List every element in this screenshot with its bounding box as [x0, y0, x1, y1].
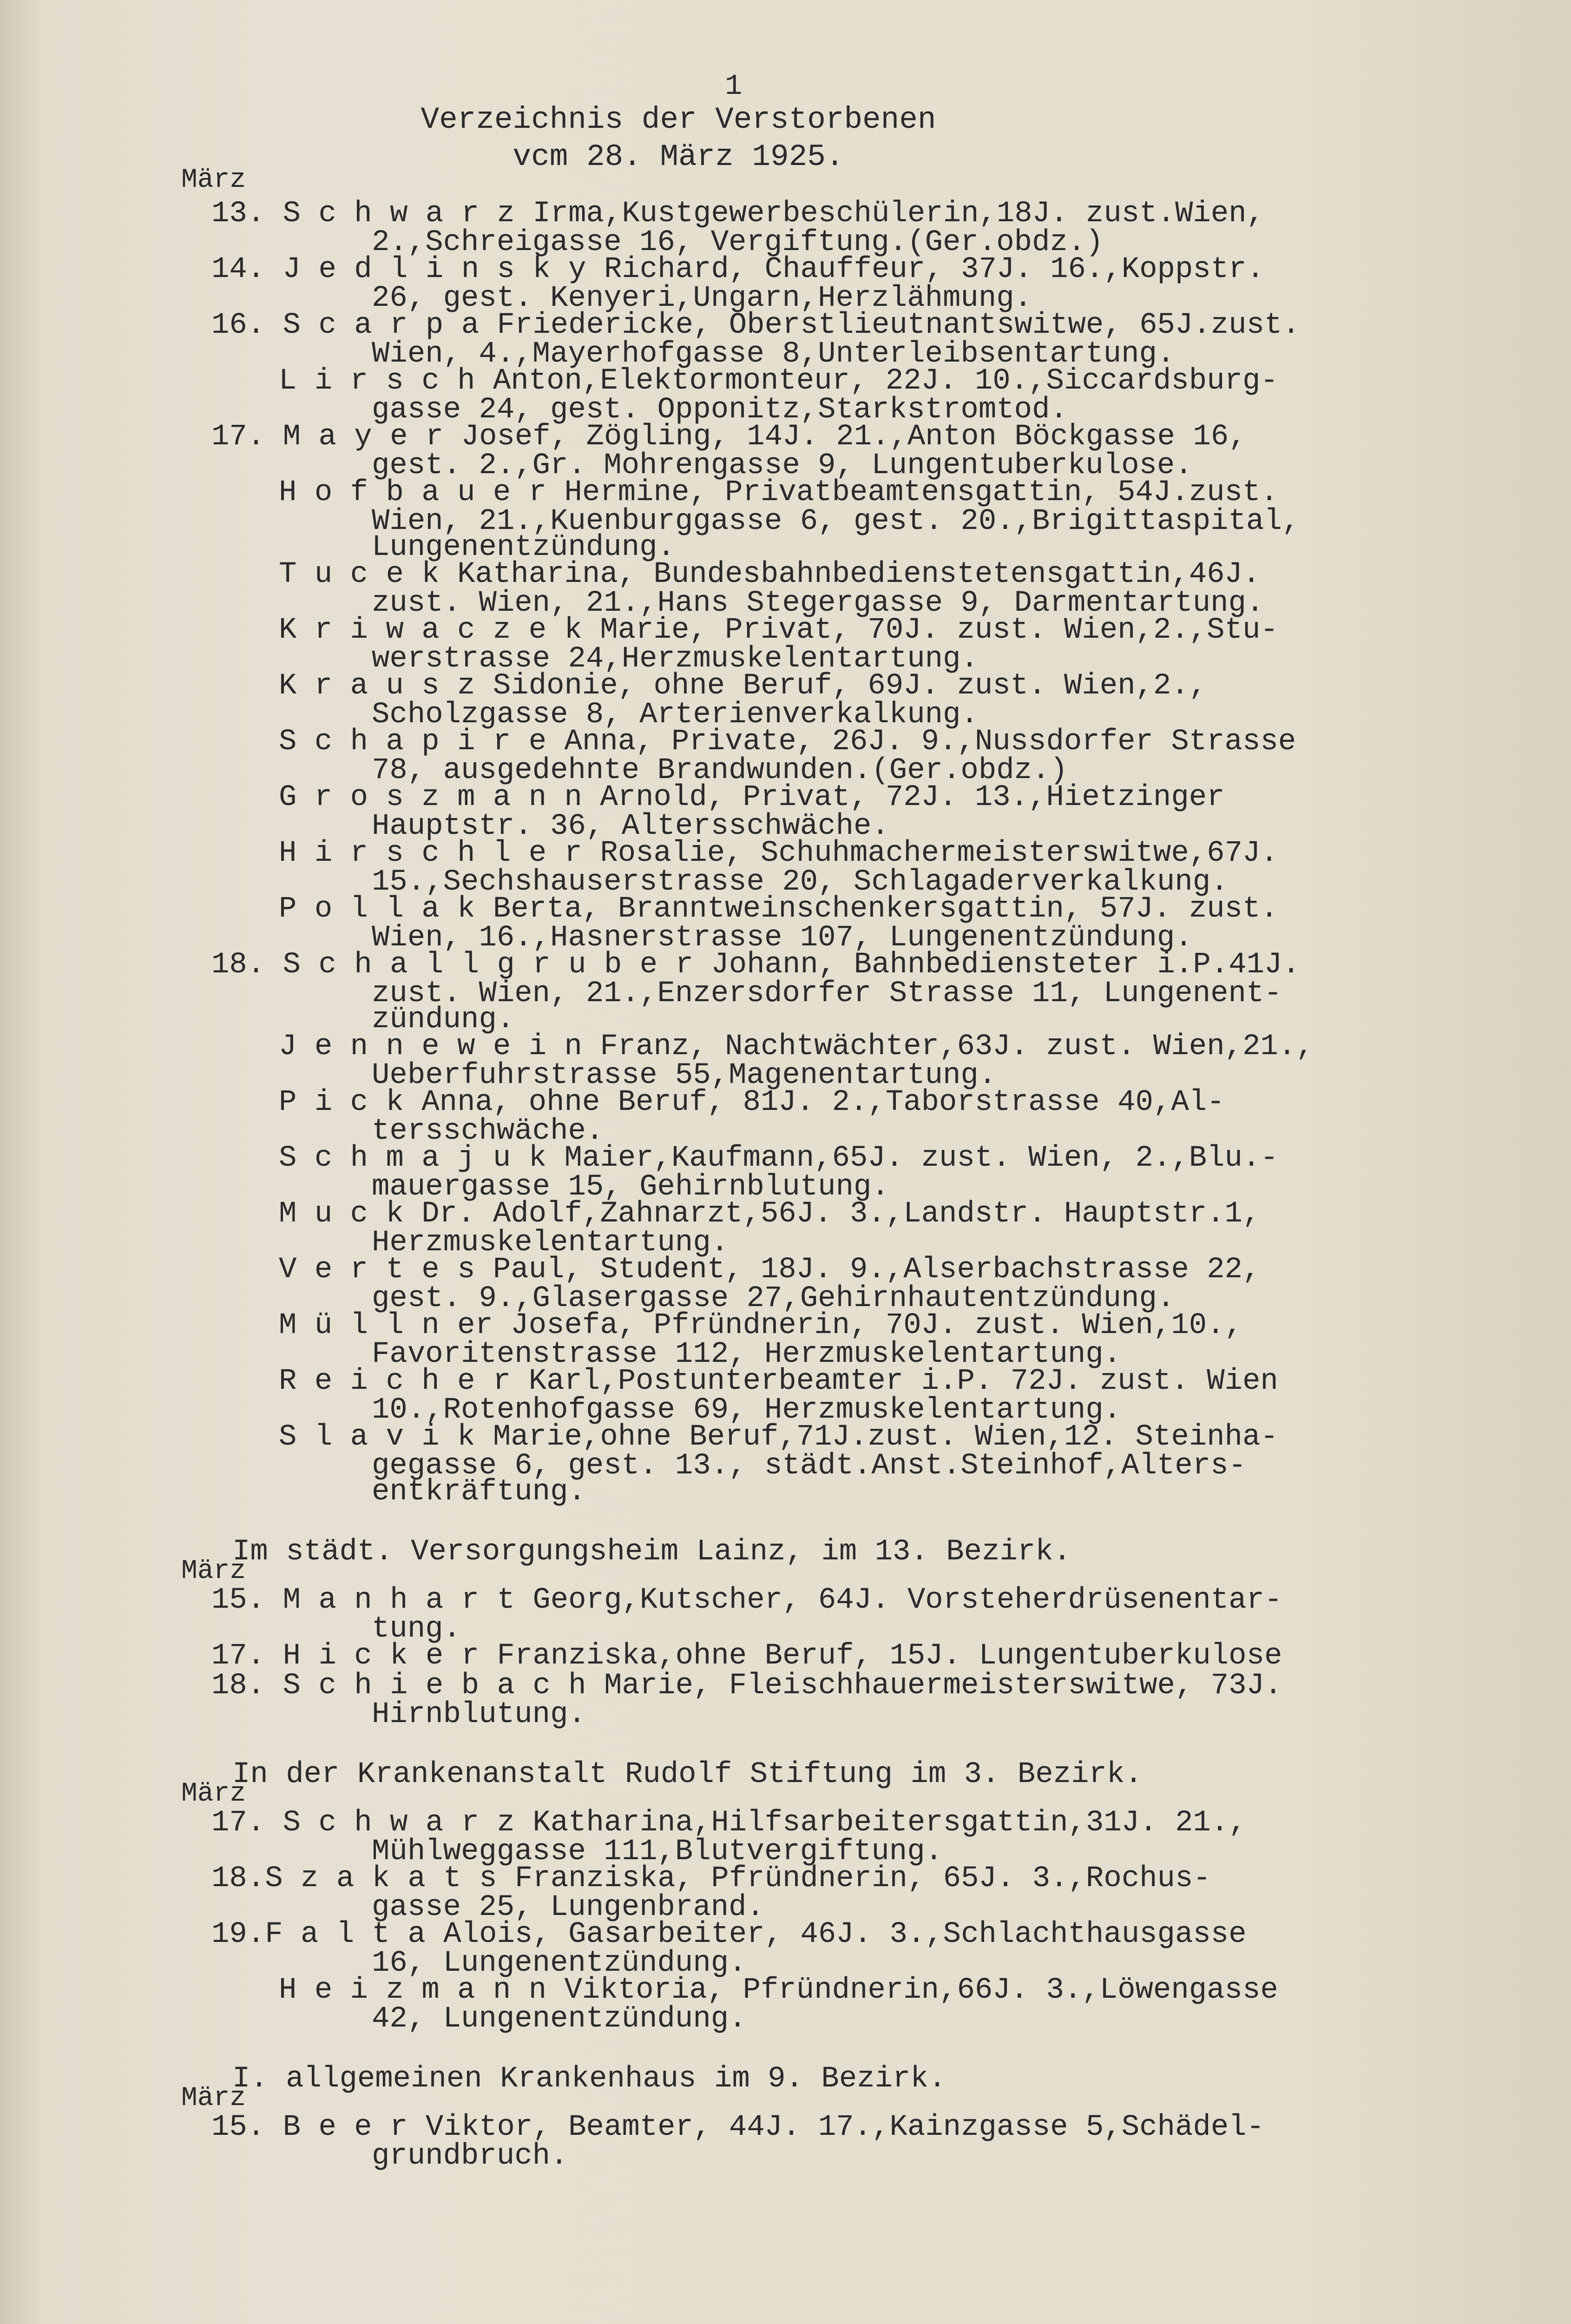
entry-line: H i r s c h l e r Rosalie, Schuhmachermeisterswitwe,67J. — [279, 837, 1278, 870]
entry-continuation: gest. 2.,Gr. Mohrengasse 9, Lungentuberkulose. — [372, 449, 1193, 482]
entry-line: S c h a p i r e Anna, Private, 26J. 9.,Nussdorfer Strasse — [279, 725, 1296, 759]
entry-continuation: mauergasse 15, Gehirnblutung. — [372, 1170, 889, 1204]
document-title-line1: Verzeichnis der Verstorbenen — [421, 102, 936, 137]
entry-continuation: gasse 25, Lungenbrand. — [372, 1891, 764, 1924]
entry-continuation: grundbruch. — [372, 2139, 568, 2173]
entry-line: 16. S c a r p a Friedericke, Oberstlieutnantswitwe, 65J.zust. — [211, 309, 1300, 342]
entry-line: K r a u s z Sidonie, ohne Beruf, 69J. zust. Wien,2., — [279, 669, 1207, 703]
entry-line: 18.S z a k a t s Franziska, Pfründnerin, 65J. 3.,Rochus- — [211, 1862, 1211, 1895]
entry-line: J e n n e w e i n Franz, Nachtwächter,63J. zust. Wien,21., — [279, 1030, 1314, 1063]
entry-line: 13. S c h w a r z Irma,Kustgewerbeschülerin,18J. zust.Wien, — [211, 197, 1264, 231]
section-heading: Im städt. Versorgungsheim Lainz, im 13. Bezirk. — [232, 1535, 1071, 1569]
entry-continuation: Lungenentzündung. — [372, 531, 675, 564]
entry-line: 17. M a y e r Josef, Zögling, 14J. 21.,Anton Böckgasse 16, — [211, 420, 1247, 454]
entry-continuation: Favoritenstrasse 112, Herzmuskelentartung. — [372, 1338, 1122, 1371]
entry-line: 15. M a n h a r t Georg,Kutscher, 64J. Vorsteherdrüsenentar- — [211, 1584, 1282, 1617]
entry-continuation: Mühlweggasse 111,Blutvergiftung. — [372, 1835, 943, 1868]
entry-line: 17. H i c k e r Franziska,ohne Beruf, 15J. Lungentuberkulose — [211, 1639, 1282, 1673]
entry-continuation: 15.,Sechshauserstrasse 20, Schlagaderverkalkung. — [372, 865, 1229, 899]
month-label: März — [181, 165, 246, 195]
entry-line: S c h m a j u k Maier,Kaufmann,65J. zust. Wien, 2.,Blu.- — [279, 1142, 1278, 1175]
entry-line: 19.F a l t a Alois, Gasarbeiter, 46J. 3.,Schlachthausgasse — [211, 1918, 1247, 1951]
entry-line: L i r s c h Anton,Elektormonteur, 22J. 10.,Siccardsburg- — [279, 364, 1278, 398]
entry-continuation: entkräftung. — [372, 1475, 586, 1509]
entry-line: S l a v i k Marie,ohne Beruf,71J.zust. Wien,12. Steinha- — [279, 1420, 1278, 1454]
entry-line: T u c e k Katharina, Bundesbahnbedienstetensgattin,46J. — [279, 558, 1261, 591]
entry-line: 15. B e e r Viktor, Beamter, 44J. 17.,Kainzgasse 5,Schädel- — [211, 2111, 1264, 2144]
entry-continuation: werstrasse 24,Herzmuskelentartung. — [372, 642, 979, 676]
entry-line: P i c k Anna, ohne Beruf, 81J. 2.,Taborstrasse 40,Al- — [279, 1086, 1225, 1119]
entry-line: 18. S c h i e b a c h Marie, Fleischhauermeisterswitwe, 73J. — [211, 1669, 1282, 1703]
entry-line: H e i z m a n n Viktoria, Pfründnerin,66J. 3.,Löwengasse — [279, 1974, 1278, 2007]
entry-line: K r i w a c z e k Marie, Privat, 70J. zust. Wien,2.,Stu- — [279, 614, 1278, 647]
section-month-label: März — [181, 1556, 246, 1586]
section-heading: In der Krankenanstalt Rudolf Stiftung im 3. Bezirk. — [232, 1758, 1143, 1791]
entry-continuation: 10.,Rotenhofgasse 69, Herzmuskelentartung. — [372, 1393, 1122, 1427]
entry-continuation: 78, ausgedehnte Brandwunden.(Ger.obdz.) — [372, 754, 1068, 787]
entry-line: 17. S c h w a r z Katharina,Hilfsarbeitersgattin,31J. 21., — [211, 1806, 1247, 1840]
entry-continuation: tersschwäche. — [372, 1115, 604, 1148]
entry-continuation: gegasse 6, gest. 13., städt.Anst.Steinhof,Alters- — [372, 1449, 1246, 1483]
entry-line: 14. J e d l i n s k y Richard, Chauffeur, 37J. 16.,Koppstr. — [211, 253, 1264, 286]
entry-continuation: Hirnblutung. — [372, 1698, 586, 1731]
entry-continuation: 26, gest. Kenyeri,Ungarn,Herzlähmung. — [372, 282, 1032, 315]
entry-continuation: Wien, 16.,Hasnerstrasse 107, Lungenentzündung. — [372, 921, 1193, 955]
entry-continuation: zust. Wien, 21.,Enzersdorfer Strasse 11, Lungenent- — [372, 977, 1282, 1010]
entry-line: P o l l a k Berta, Branntweinschenkersgattin, 57J. zust. — [279, 892, 1278, 926]
entry-line: M u c k Dr. Adolf,Zahnarzt,56J. 3.,Landstr. Hauptstr.1, — [279, 1197, 1261, 1231]
entry-line: 18. S c h a l l g r u b e r Johann, Bahnbediensteter i.P.41J. — [211, 948, 1300, 982]
entry-continuation: Scholzgasse 8, Arterienverkalkung. — [372, 698, 979, 732]
entry-line: M ü l l n er Josefa, Pfründnerin, 70J. zust. Wien,10., — [279, 1309, 1242, 1342]
entry-continuation: zündung. — [372, 1003, 515, 1037]
entry-line: G r o s z m a n n Arnold, Privat, 72J. 13.,Hietzinger — [279, 781, 1225, 814]
entry-continuation: 42, Lungenentzündung. — [372, 2002, 747, 2036]
entry-line: R e i c h e r Karl,Postunterbeamter i.P. 72J. zust. Wien — [279, 1365, 1278, 1398]
entry-continuation: Ueberfuhrstrasse 55,Magenentartung. — [372, 1059, 997, 1092]
entry-continuation: gest. 9.,Glasergasse 27,Gehirnhautentzündung. — [372, 1282, 1175, 1315]
entry-continuation: Wien, 21.,Kuenburggasse 6, gest. 20.,Brigittaspital, — [372, 505, 1300, 538]
entry-line: V e r t e s Paul, Student, 18J. 9.,Alserbachstrasse 22, — [279, 1253, 1261, 1287]
document-title-line2: vcm 28. März 1925. — [513, 139, 844, 174]
section-month-label: März — [181, 1779, 246, 1809]
entry-continuation: Herzmuskelentartung. — [372, 1226, 729, 1260]
entry-continuation: 2.,Schreigasse 16, Vergiftung.(Ger.obdz.) — [372, 226, 1104, 259]
entry-line: H o f b a u e r Hermine, Privatbeamtensgattin, 54J.zust. — [279, 476, 1278, 509]
entry-continuation: gasse 24, gest. Opponitz,Starkstromtod. — [372, 393, 1068, 427]
section-heading: I. allgemeinen Krankenhaus im 9. Bezirk. — [232, 2062, 947, 2096]
entry-continuation: tung. — [372, 1612, 461, 1646]
entry-continuation: zust. Wien, 21.,Hans Stegergasse 9, Darmentartung. — [372, 587, 1264, 620]
entry-continuation: Wien, 4.,Mayerhofgasse 8,Unterleibsentartung. — [372, 337, 1175, 371]
section-month-label: März — [181, 2083, 246, 2113]
entry-continuation: 16, Lungenentzündung. — [372, 1947, 747, 1980]
page-number: 1 — [725, 70, 743, 103]
entry-continuation: Hauptstr. 36, Altersschwäche. — [372, 810, 889, 843]
